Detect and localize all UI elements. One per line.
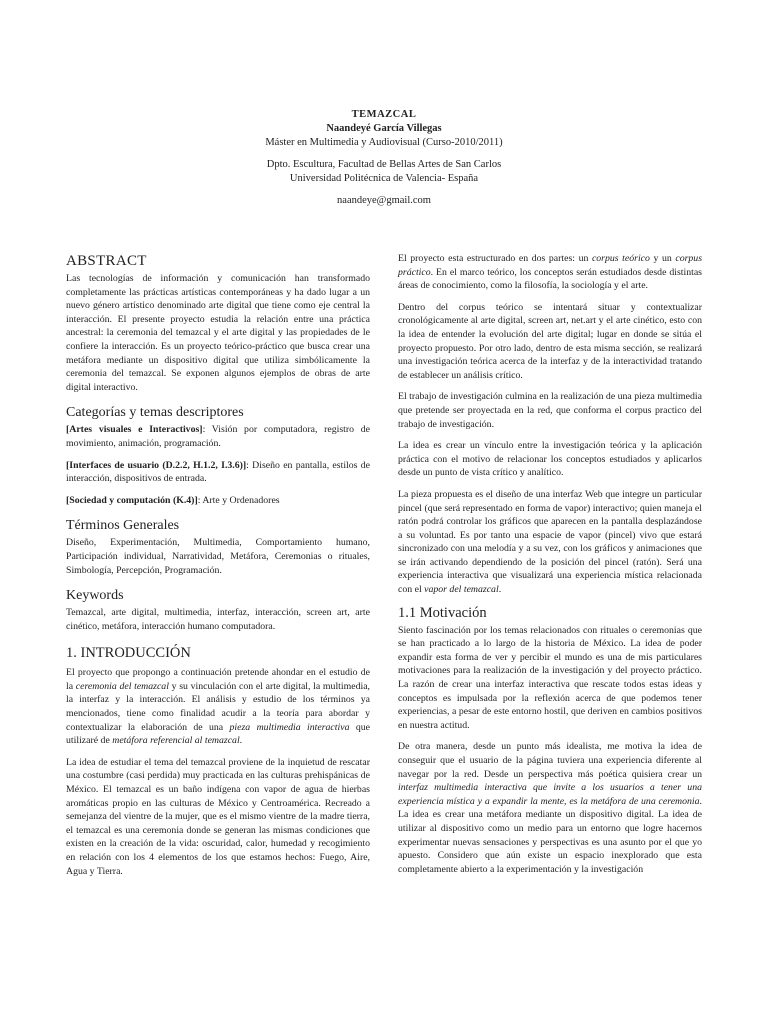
- category-text: : Arte y Ordenadores: [197, 494, 280, 506]
- university-line: Universidad Politécnica de Valencia- España: [289, 173, 479, 184]
- intro-heading: 1. INTRODUCCIÓN: [66, 645, 191, 662]
- category-text: : Diseño en pantalla, estilos de interacción, dispositivos de entrada.: [66, 459, 370, 485]
- department-line: Dpto. Escultura, Facultad de Bellas Artes de San Carlos: [266, 159, 502, 170]
- abstract-heading: ABSTRACT: [66, 253, 147, 269]
- intro-paragraph-1: El proyecto que propongo a continuación pretende ahondar en el estudio de la ceremonia del temazcal y su vinculación con el arte digital, la multimedia, la interfaz y la interacción. El análisis y estudio de los términos ya mencionados, tiene como finalidad acudir a la teoría para abordar y contextualizar la elaboración de una pieza multimedia interactiva que utilizaré de metáfora referencial al temazcal.: [66, 667, 370, 747]
- category-item: [66, 459, 370, 486]
- paper-title: TEMAZCAL: [351, 109, 417, 120]
- theory-paragraph: Dentro del corpus teórico se intentará situar y contextualizar cronológicamente al arte digital, screen art, net.art y el arte cinético, esto con la idea de entender la evolución del arte digital; lugar en donde se sitúa el proyecto propuesto. Por otro lado, dentro de esta misma sección, se realizará una investigación teórica acerca de la interfaz y de la interactividad tratando de establecer un análisis crítico.: [398, 301, 702, 381]
- motivation-heading: 1.1 Motivación: [398, 604, 487, 621]
- author-name: Naandeyé García Villegas: [326, 123, 442, 134]
- terms-heading: Términos Generales: [66, 518, 180, 534]
- category-label: [Sociedad y computación (K.4)]: [66, 494, 198, 506]
- left-column: [66, 252, 370, 886]
- category-text: : Visión por computadora, registro de movimiento, animación, programación.: [66, 424, 370, 449]
- paper-header: [0, 108, 768, 208]
- terms-text: Diseño, Experimentación, Multimedia, Comportamiento humano, Participación individual, Narratividad, Metáfora, Ceremonias o rituales, Simbología, Percepción, Programación.: [66, 537, 370, 576]
- motivation-paragraph-1: Siento fascinación por los temas relacionados con rituales o ceremonias que se han practicado a lo largo de la historia de México. La idea de poder expandir esta forma de ver y percibir el mundo es una de mis particulares motivaciones para la realización de la investigación y del proyecto práctico. La razón de crear una interfaz interactiva que rescate todos estas ideas y conceptos es impulsada por la reflexión acerca de que podemos tener experiencias, a pesar de este entorno hostil, que deriven en cambios positivos en nuestra actitud.: [398, 624, 702, 731]
- piece-paragraph: La pieza propuesta es el diseño de una interfaz Web que integre un particular pincel (que será representado en forma de vapor) interactivo; quien maneja el ratón podrá controlar los gráficos que aparecen en la pantalla desplazándose a su voluntad. Es por tanto una espacie de vapor (pincel) vivo que estará sincronizado con una melodía y a su vez, con los gráficos y animaciones que se irán activando dependiendo de la posición del pincel (ratón). Será una experiencia interactiva que visualizará una experiencia mística relacionada con el vapor del temazcal.: [398, 488, 702, 596]
- program-line: Máster en Multimedia y Audiovisual (Curso-2010/2011): [265, 137, 503, 148]
- practice-paragraph: El trabajo de investigación culmina en la realización de una pieza multimedia que pretende ser proyectada en la red, que conforma el corpus practico del trabajo de investigación.: [398, 391, 702, 430]
- categories-heading: Categorías y temas descriptores: [66, 405, 244, 421]
- intro-paragraph-2: La idea de estudiar el tema del temazcal proviene de la inquietud de rescatar una costumbre (casi perdida) muy practicada en las culturas prehispánicas de México. El temazcal es un baño indígena con vapor de agua de hierbas aromáticas propio en las culturas de México y Centroamérica. Recreado a semejanza del vientre de la mujer, que es el mismo vientre de la madre tierra, el temazcal es una ceremonia donde se generan las mismas condiciones que existen en la creación de la vida: oscuridad, calor, humedad y recogimiento en relación con los 4 elementos de los que estamos hechos: Fuego, Aire, Agua y Tierra.: [66, 756, 370, 877]
- keywords-text: Temazcal, arte digital, multimedia, interfaz, interacción, screen art, arte cinético, metáfora, interacción humano computadora.: [66, 607, 370, 632]
- link-paragraph: La idea es crear un vínculo entre la investigación teórica y la aplicación práctica con el motivo de relacionar los conceptos estudiados y aplicarlos desde un punto de vista crítico y analítico.: [398, 440, 702, 479]
- right-column: [398, 252, 702, 884]
- motivation-paragraph-2: De otra manera, desde un punto más idealista, me motiva la idea de conseguir que el usuario de la página tuviera una experiencia diferente al navegar por la red. Desde un perspectiva más poética quisiera crear un interfaz multimedia interactiva que invite a los usuarios a tener una experiencia mística y a expandir la mente, es la metáfora de una ceremonia. La idea es crear una metáfora mediante un dispositivo digital. La idea de utilizar al dispositivo como un medio para un entorno que logre hacernos experimentar nuevas sensaciones y perspectivas es una asunto por el que yo apuesto. Considero que aún existe un espacio inexplorado que esta completamente abierto a la experimentación y la investigación: [398, 741, 702, 875]
- structure-paragraph: El proyecto esta estructurado en dos partes: un corpus teórico y un corpus práctico. En el marco teórico, los conceptos serán estudiados desde distintas áreas de conocimiento, como la filosofía, la sociología y el arte.: [398, 253, 703, 292]
- author-email: naandeye@gmail.com: [337, 195, 431, 206]
- abstract-text: Las tecnologías de información y comunicación han transformado completamente las prácticas artísticas contemporáneas y ha dado lugar a un nuevo género artístico denominado arte digital que tiene como eje central la interacción. El presente proyecto estudia la relación entre una práctica ancestral: la ceremonia del temazcal y el arte digital y las propiedades de le confiere la interacción. Es un proyecto teórico-práctico que busca crear una metáfora mediante un dispositivo digital que utiliza simbólicamente la ceremonia del temazcal. Se exponen algunos ejemplos de obras de arte digital interactivo.: [66, 273, 370, 393]
- category-item: [66, 423, 370, 450]
- keywords-heading: Keywords: [66, 588, 124, 604]
- category-label: [Interfaces de usuario (D.2.2, H.1.2, I.3.6)]: [66, 459, 247, 471]
- category-label: [Artes visuales e Interactivos]: [66, 424, 203, 436]
- category-item: [66, 494, 370, 508]
